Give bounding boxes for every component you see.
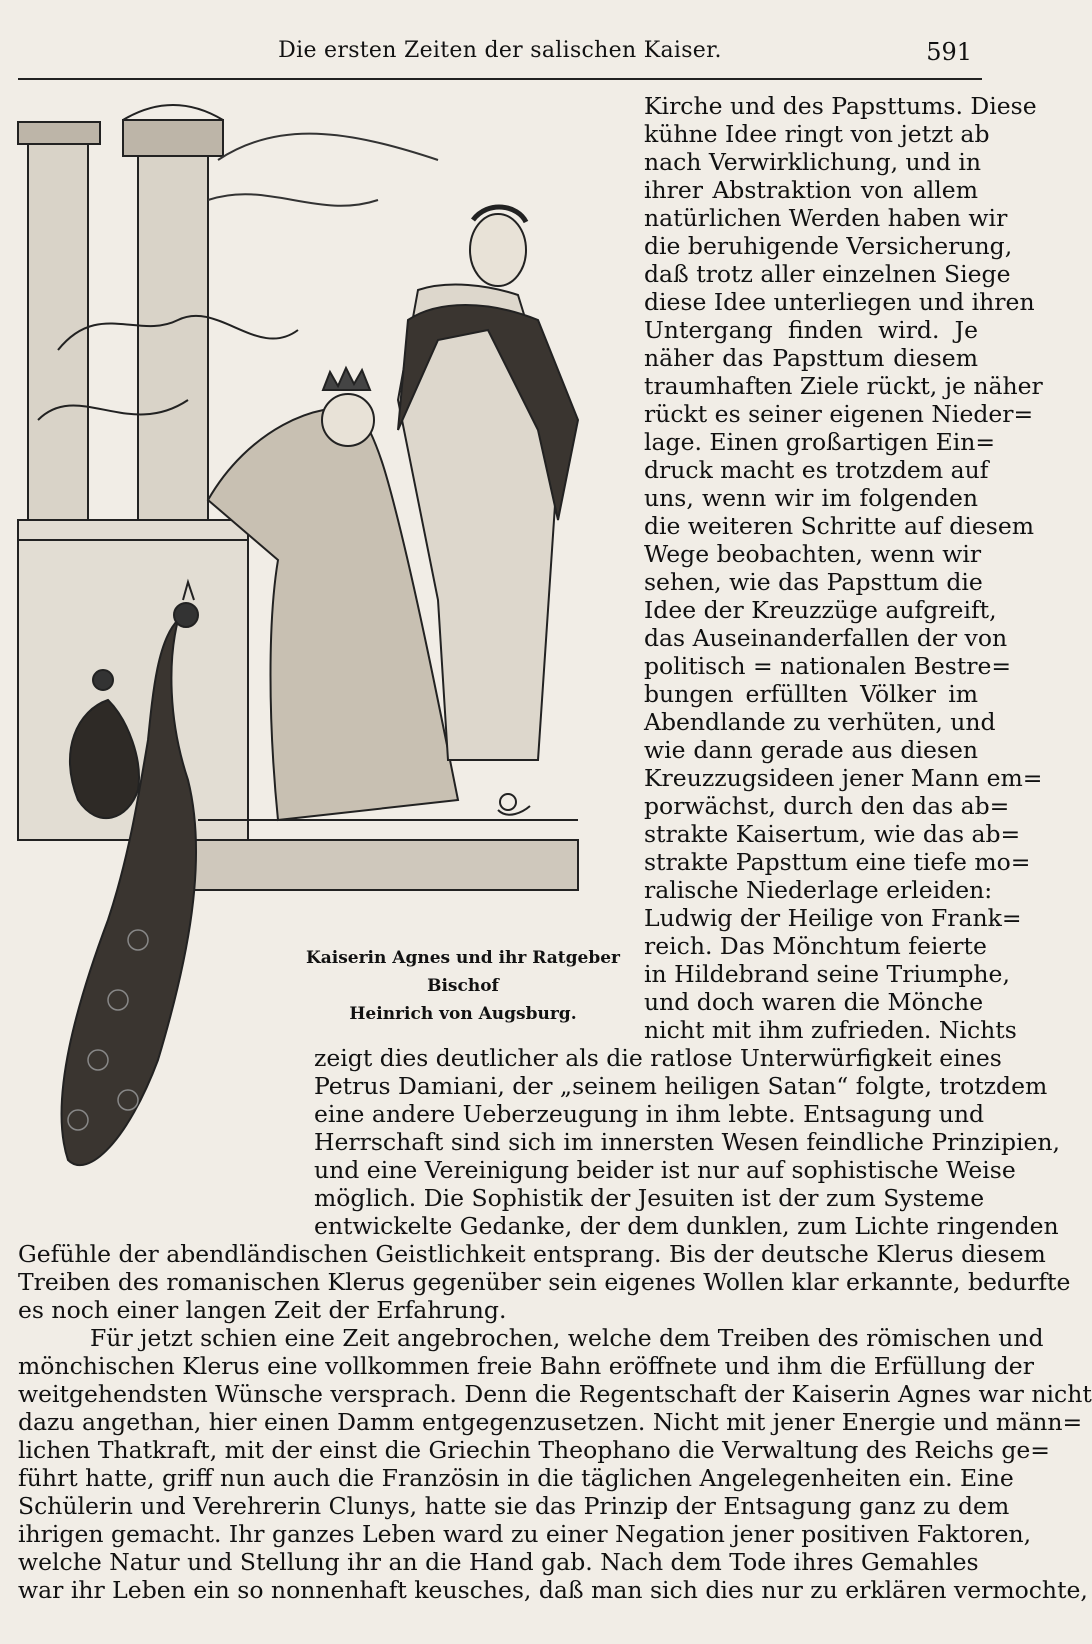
text-line: ralische Niederlage erleiden: [644,876,993,904]
text-line: Idee der Kreuzzüge aufgreift, [644,596,997,624]
text-line: porwächst, durch den das ab= [644,792,1010,820]
text-line: Untergang finden wird. Je [644,316,978,344]
text-line: politisch = nationalen Bestre= [644,652,1012,680]
text-line: führt hatte, griff nun auch die Französin in die täglichen Angelegenheiten ein. Eine [18,1464,1014,1492]
page-number: 591 [926,38,972,66]
text-line: welche Natur und Stellung ihr an die Hand gab. Nach dem Tode ihres Gemahles [18,1548,979,1576]
text-line: daß trotz aller einzelnen Siege [644,260,1011,288]
text-line: uns, wenn wir im folgenden [644,484,978,512]
text-line: eine andere Ueberzeugung in ihm lebte. Entsagung und [314,1100,985,1128]
text-line: das Auseinanderfallen der von [644,624,1008,652]
text-line: und doch waren die Mönche [644,988,984,1016]
text-line: Petrus Damiani, der „seinem heiligen Satan“ folgte, trotzdem [314,1072,1048,1100]
text-line: rückt es seiner eigenen Nieder= [644,400,1034,428]
text-line: näher das Papsttum diesem [644,344,978,372]
text-line: es noch einer langen Zeit der Erfahrung. [18,1296,507,1324]
text-line: und eine Vereinigung beider ist nur auf sophistische Weise [314,1156,1016,1184]
text-line: möglich. Die Sophistik der Jesuiten ist der zum Systeme [314,1184,985,1212]
caption-line-2: Heinrich von Augsburg. [349,1004,577,1024]
text-line: natürlichen Werden haben wir [644,204,1008,232]
text-line: wie dann gerade aus diesen [644,736,978,764]
text-line: strakte Papsttum eine tiefe mo= [644,848,1031,876]
text-line: Herrschaft sind sich im innersten Wesen feindliche Prinzipien, [314,1128,1061,1156]
text-line: Ludwig der Heilige von Frank= [644,904,1022,932]
text-line: Für jetzt schien eine Zeit angebrochen, welche dem Treiben des römischen und [90,1324,1044,1352]
text-line: ihrigen gemacht. Ihr ganzes Leben ward zu einer Negation jener positiven Faktoren, [18,1520,1032,1548]
figure-caption [298,944,628,1028]
text-line: Schülerin und Verehrerin Clunys, hatte sie das Prinzip der Entsagung ganz zu dem [18,1492,1010,1520]
text-line: weitgehendsten Wünsche versprach. Denn die Regentschaft der Kaiserin Agnes war nicht [18,1380,1092,1408]
text-line: zeigt dies deutlicher als die ratlose Unterwürfigkeit eines [314,1044,1002,1072]
text-line: druck macht es trotzdem auf [644,456,989,484]
text-line: lage. Einen großartigen Ein= [644,428,996,456]
text-line: bungen erfüllten Völker im [644,680,978,708]
text-line: strakte Kaisertum, wie das ab= [644,820,1021,848]
text-line: lichen Thatkraft, mit der einst die Griechin Theophano die Verwaltung des Reichs ge= [18,1436,1050,1464]
text-line: Kirche und des Papsttums. Diese [644,92,1037,120]
text-line: in Hildebrand seine Triumphe, [644,960,1010,988]
text-line: war ihr Leben ein so nonnenhaft keusches, daß man sich dies nur zu erklären vermochte, [18,1576,1088,1604]
text-line: kühne Idee ringt von jetzt ab [644,120,990,148]
text-line: Treiben des romanischen Klerus gegenüber sein eigenes Wollen klar erkannte, bedurfte [18,1268,1071,1296]
text-line: entwickelte Gedanke, der dem dunklen, zum Lichte ringenden [314,1212,1059,1240]
caption-line-1: Kaiserin Agnes und ihr Ratgeber Bischof [305,948,621,996]
text-line: dazu angethan, hier einen Damm entgegenzusetzen. Nicht mit jener Energie und männ= [18,1408,1083,1436]
text-line: die beruhigende Versicherung, [644,232,1013,260]
text-line: Kreuzzugsideen jener Mann em= [644,764,1043,792]
text-line: die weiteren Schritte auf diesem [644,512,1035,540]
text-line: nicht mit ihm zufrieden. Nichts [644,1016,1017,1044]
text-line: reich. Das Mönchtum feierte [644,932,987,960]
text-line: mönchischen Klerus eine vollkommen freie Bahn eröffnete und ihm die Erfüllung der [18,1352,1034,1380]
text-line: ihrer Abstraktion von allem [644,176,978,204]
text-line: Gefühle der abendländischen Geistlichkeit entsprang. Bis der deutsche Klerus diesem [18,1240,1046,1268]
running-header: Die ersten Zeiten der salischen Kaiser. [278,38,722,63]
text-line: traumhaften Ziele rückt, je näher [644,372,1043,400]
text-line: Abendlande zu verhüten, und [644,708,996,736]
text-line: diese Idee unterliegen und ihren [644,288,1035,316]
header-rule [18,78,982,80]
text-line: Wege beobachten, wenn wir [644,540,982,568]
text-line: sehen, wie das Papsttum die [644,568,983,596]
text-line: nach Verwirklichung, und in [644,148,981,176]
